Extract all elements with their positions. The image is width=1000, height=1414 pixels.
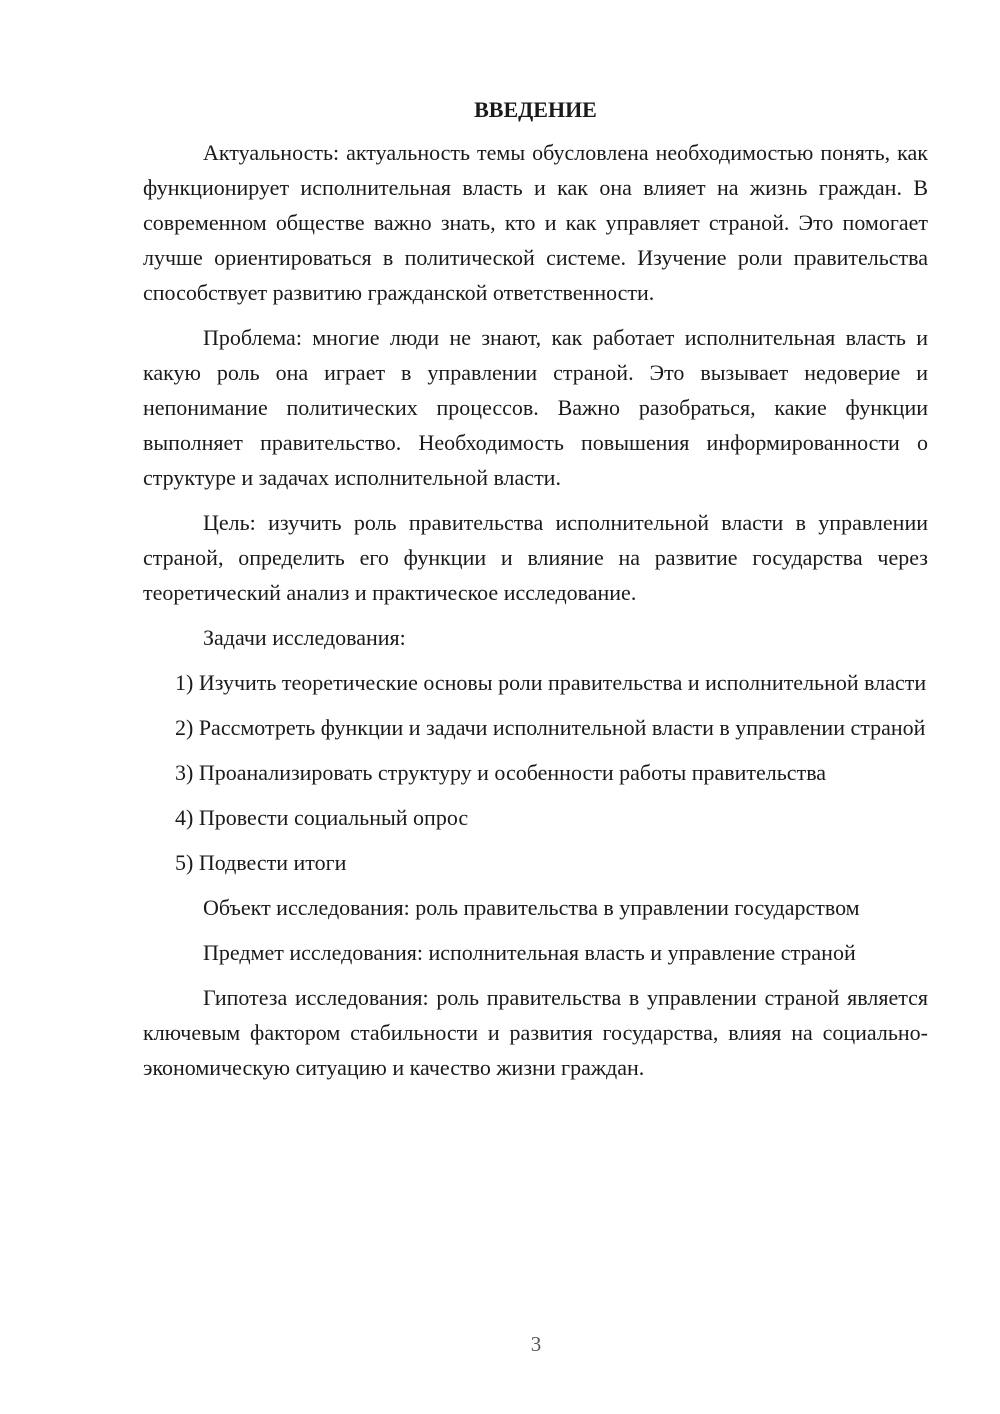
task-item-4: 4) Провести социальный опрос: [175, 805, 469, 830]
page-number: 3: [530, 1332, 542, 1356]
relevance-paragraph: Актуальность: актуальность темы обусловлена необходимостью понять, как функционирует исполнительная власть и как она влияет на жизнь граждан. В современном обществе важно знать, кто и как управляет страной. Это помогает лучше ориентироваться в политической системе. Изучение роли правительства способствует развитию гражданской ответственности.: [143, 140, 928, 305]
goal-paragraph: Цель: изучить роль правительства исполнительной власти в управлении страной, определить его функции и влияние на развитие государства через теоретический анализ и практическое исследование.: [143, 510, 928, 605]
task-item-1: 1) Изучить теоретические основы роли правительства и исполнительной власти: [175, 670, 927, 695]
tasks-heading: Задачи исследования:: [203, 625, 406, 650]
subject-paragraph: Предмет исследования: исполнительная власть и управление страной: [203, 940, 856, 965]
problem-paragraph: Проблема: многие люди не знают, как работает исполнительная власть и какую роль она играет в управлении страной. Это вызывает недоверие и непонимание политических процессов. Важно разобраться, какие функции выполняет правительство. Необходимость повышения информированности о структуре и задачах исполнительной власти.: [143, 325, 928, 490]
task-item-5: 5) Подвести итоги: [175, 850, 347, 875]
object-paragraph: Объект исследования: роль правительства в управлении государством: [203, 895, 860, 920]
task-item-3: 3) Проанализировать структуру и особенности работы правительства: [175, 760, 827, 785]
task-item-2: 2) Рассмотреть функции и задачи исполнительной власти в управлении страной: [175, 715, 926, 740]
hypothesis-paragraph: Гипотеза исследования: роль правительства в управлении страной является ключевым фактором стабильности и развития государства, влияя на социально-экономическую ситуацию и качество жизни граждан.: [143, 985, 928, 1080]
document-page: [143, 95, 928, 1095]
document-title: ВВЕДЕНИЕ: [474, 97, 597, 122]
